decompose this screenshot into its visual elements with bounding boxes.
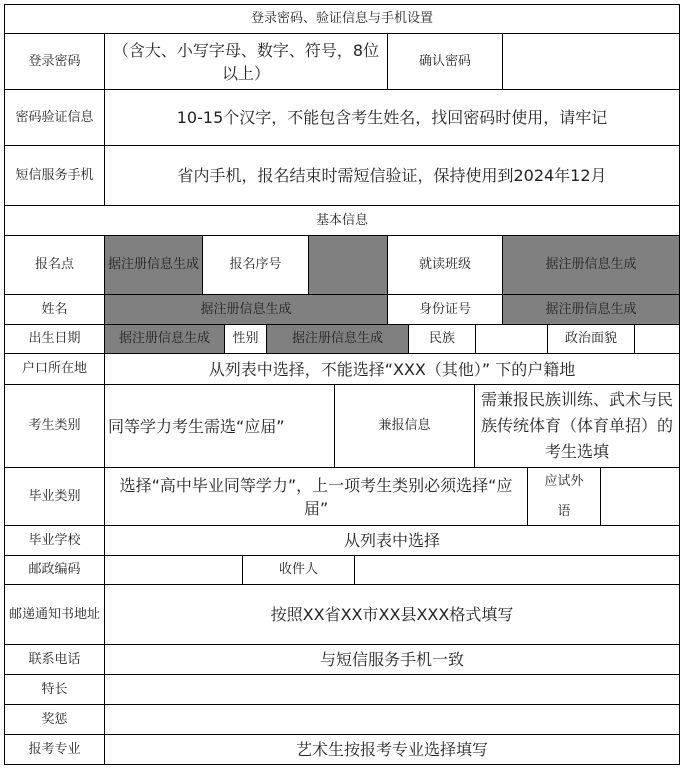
hukou-label: 户口所在地 [4,353,105,385]
specialty-label: 特长 [4,674,105,705]
candidate-category-label: 考生类别 [4,384,105,468]
name-label: 姓名 [4,294,105,325]
recipient-field[interactable] [354,555,680,585]
sequence-number-label: 报名序号 [202,235,309,295]
mailing-address-label: 邮递通知书地址 [4,584,105,645]
confirm-password-field[interactable] [502,33,680,90]
id-number-label: 身份证号 [387,294,503,325]
graduation-school-field[interactable]: 从列表中选择 [104,525,680,556]
gender-label: 性别 [224,324,267,354]
password-field[interactable]: （含大、小写字母、数字、符号，8位以上） [104,33,388,90]
applied-major-label: 报考专业 [4,734,105,765]
sms-phone-field[interactable]: 省内手机，报名结束时需短信验证，保持使用到2024年12月 [104,145,680,206]
awards-label: 奖惩 [4,704,105,735]
sequence-number-value [308,235,388,295]
contact-phone-label: 联系电话 [4,644,105,675]
postcode-field[interactable] [104,555,243,585]
political-status-field[interactable] [634,324,680,354]
class-label: 就读班级 [387,235,503,295]
id-number-value: 据注册信息生成 [502,294,680,325]
awards-field[interactable] [104,704,680,735]
concurrent-info-field[interactable]: 需兼报民族训练、武术与民族传统体育（体育单招）的考生选填 [474,384,680,468]
postcode-label: 邮政编码 [4,555,105,585]
specialty-field[interactable] [104,674,680,705]
sms-phone-label: 短信服务手机 [4,145,105,206]
class-value: 据注册信息生成 [502,235,680,295]
graduation-school-label: 毕业学校 [4,525,105,556]
applied-major-field[interactable]: 艺术生按报考专业选择填写 [104,734,680,765]
name-value: 据注册信息生成 [104,294,388,325]
birth-date-label: 出生日期 [4,324,105,354]
candidate-category-field[interactable]: 同等学力考生需选“应届” [104,384,335,468]
section-title-basic: 基本信息 [4,205,680,236]
gender-value: 据注册信息生成 [266,324,409,354]
registration-site-label: 报名点 [4,235,105,295]
political-status-label: 政治面貌 [547,324,635,354]
contact-phone-field[interactable]: 与短信服务手机一致 [104,644,680,675]
graduation-type-field[interactable]: 选择“高中毕业同等学力”，上一项考生类别必须选择“应届” [104,467,528,526]
ethnicity-field[interactable] [475,324,548,354]
recipient-label: 收件人 [242,555,355,585]
hukou-field[interactable]: 从列表中选择，不能选择“XXX（其他）” 下的户籍地 [104,353,680,385]
foreign-language-field[interactable] [600,467,680,526]
foreign-language-label: 应试外语 [527,467,601,526]
verify-info-label: 密码验证信息 [4,89,105,146]
registration-site-value: 据注册信息生成 [104,235,203,295]
mailing-address-field[interactable]: 按照XX省XX市XX县XXX格式填写 [104,584,680,645]
ethnicity-label: 民族 [408,324,476,354]
confirm-password-label: 确认密码 [387,33,503,90]
graduation-type-label: 毕业类别 [4,467,105,526]
concurrent-info-label: 兼报信息 [334,384,475,468]
birth-date-value: 据注册信息生成 [104,324,225,354]
section-title-login: 登录密码、验证信息与手机设置 [4,4,680,34]
password-label: 登录密码 [4,33,105,90]
verify-info-field[interactable]: 10-15个汉字，不能包含考生姓名，找回密码时使用，请牢记 [104,89,680,146]
